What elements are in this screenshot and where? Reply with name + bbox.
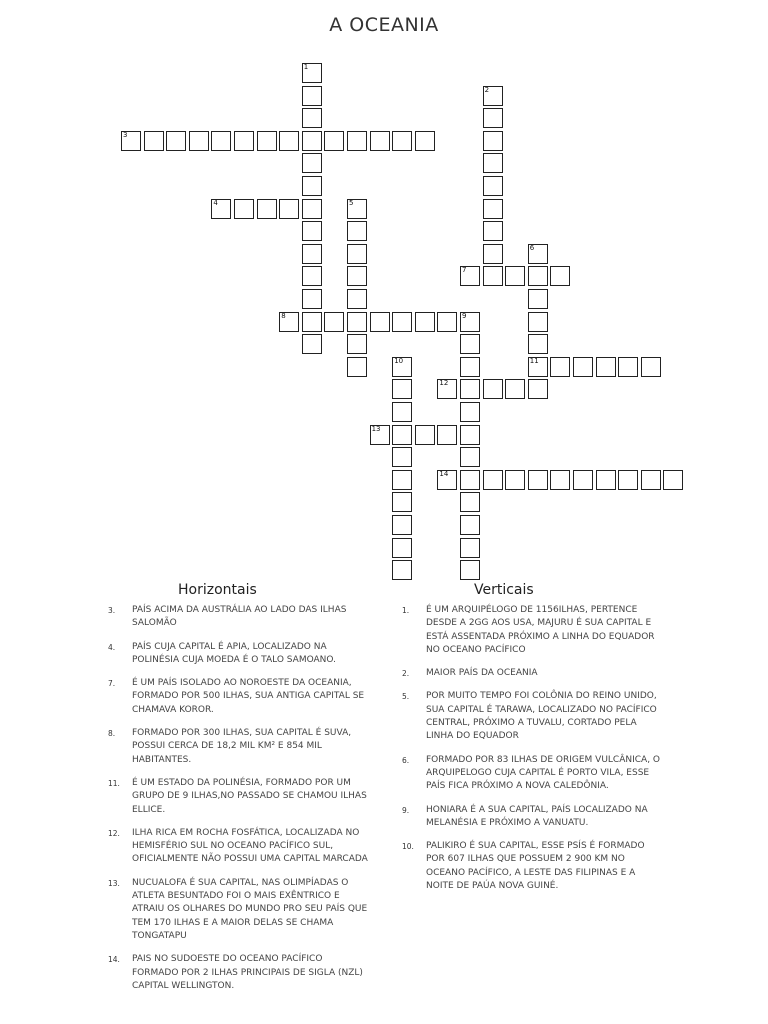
horizontais-heading: Horizontais xyxy=(178,582,257,598)
grid-cell[interactable] xyxy=(528,244,548,264)
grid-cell[interactable] xyxy=(437,425,457,445)
grid-cell[interactable] xyxy=(437,470,457,490)
grid-cell[interactable] xyxy=(437,379,457,399)
grid-cell[interactable] xyxy=(370,425,390,445)
grid-cell[interactable] xyxy=(392,560,412,580)
grid-cell[interactable] xyxy=(392,131,412,151)
grid-cell[interactable] xyxy=(189,131,209,151)
grid-cell[interactable] xyxy=(347,266,367,286)
grid-cell[interactable] xyxy=(460,470,480,490)
grid-cell-number: 14 xyxy=(439,469,449,478)
clue-number: 10. xyxy=(402,842,414,852)
grid-cell[interactable] xyxy=(505,470,525,490)
grid-cell[interactable] xyxy=(234,131,254,151)
horizontais-clue-list xyxy=(108,604,370,1003)
clue-number: 3. xyxy=(108,606,116,615)
clue-text: É UM ARQUIPÉLOGO DE 1156ILHAS, PERTENCE DESDE A 2GG AOS USA, MAJURU É SUA CAPITAL E ESTÁ ASSENTADA PRÓXIMO A LINHA DO EQUADOR NO OCEANO PACÍFICO xyxy=(426,605,655,655)
grid-cell[interactable] xyxy=(618,357,638,377)
clue-text: MAIOR PAÍS DA OCEANIA xyxy=(426,668,538,679)
grid-cell-number: 10 xyxy=(394,356,404,365)
grid-cell[interactable] xyxy=(347,312,367,332)
grid-cell[interactable] xyxy=(483,379,503,399)
grid-cell[interactable] xyxy=(279,131,299,151)
grid-cell[interactable] xyxy=(279,199,299,219)
grid-cell[interactable] xyxy=(324,312,344,332)
grid-cell[interactable] xyxy=(347,244,367,264)
grid-cell-number: 11 xyxy=(529,356,539,365)
grid-cell[interactable] xyxy=(302,221,322,241)
grid-cell[interactable] xyxy=(211,199,231,219)
clue-item xyxy=(108,677,370,717)
clue-text: POR MUITO TEMPO FOI COLÔNIA DO REINO UNIDO, SUA CAPITAL É TARAWA, LOCALIZADO NO PACÍFICO CENTRAL, PRÓXIMO A TUVALU, CORTADO PELA LINHA DO EQUADOR xyxy=(426,691,657,742)
grid-cell[interactable] xyxy=(302,108,322,128)
grid-cell[interactable] xyxy=(347,357,367,377)
grid-cell[interactable] xyxy=(483,86,503,106)
grid-cell[interactable] xyxy=(392,492,412,512)
grid-cell-number: 4 xyxy=(213,198,218,207)
grid-cell[interactable] xyxy=(460,312,480,332)
grid-cell-number: 1 xyxy=(303,63,309,71)
grid-cell[interactable] xyxy=(550,470,570,490)
grid-cell[interactable] xyxy=(483,266,503,286)
grid-cell[interactable] xyxy=(483,470,503,490)
grid-cell[interactable] xyxy=(302,86,322,106)
grid-cell[interactable] xyxy=(663,470,683,490)
grid-cell[interactable] xyxy=(302,176,322,196)
grid-cell[interactable] xyxy=(483,176,503,196)
grid-cell[interactable] xyxy=(483,199,503,219)
clue-item xyxy=(108,827,370,867)
grid-cell-number: 7 xyxy=(462,266,467,275)
grid-cell[interactable] xyxy=(302,199,322,219)
clue-text: NUCUALOFA É SUA CAPITAL, NAS OLIMPÍADAS O ATLETA BESUNTADO FOI O MAIS EXÊNTRICO E ATRAIU OS OLHARES DO MUNDO PRO SEU PAÍS QUE TEM 170 ILHAS E A MAIOR DELAS SE CHAMA TONGATAPU xyxy=(132,877,368,941)
grid-cell[interactable] xyxy=(392,425,412,445)
clue-text: HONIARA É A SUA CAPITAL, PAÍS LOCALIZADO NA MELANÉSIA E PRÓXIMO A VANUATU. xyxy=(426,804,648,828)
grid-cell[interactable] xyxy=(483,221,503,241)
grid-cell[interactable] xyxy=(641,470,661,490)
grid-cell[interactable] xyxy=(460,447,480,467)
clue-item xyxy=(108,727,370,767)
grid-cell[interactable] xyxy=(166,131,186,151)
verticais-heading: Verticais xyxy=(474,582,534,598)
grid-cell[interactable] xyxy=(528,357,548,377)
grid-cell[interactable] xyxy=(257,131,277,151)
grid-cell[interactable] xyxy=(392,470,412,490)
clue-number: 9. xyxy=(402,805,410,815)
clue-text: FORMADO POR 83 ILHAS DE ORIGEM VULCÂNICA, O ARQUIPELOGO CUJA CAPITAL É PORTO VILA, ESSE PAÍS FICA PRÓXIMO A NOVA CALEDÔNIA. xyxy=(426,754,661,792)
clue-item xyxy=(402,840,664,893)
grid-cell[interactable] xyxy=(257,199,277,219)
clue-text: PAÍS CUJA CAPITAL É APIA, LOCALIZADO NA POLINÉSIA CUJA MOEDA É O TALO SAMOANO. xyxy=(132,641,336,665)
grid-cell[interactable] xyxy=(370,131,390,151)
grid-cell[interactable] xyxy=(347,221,367,241)
clue-number: 12. xyxy=(108,828,120,838)
grid-cell[interactable] xyxy=(121,131,141,151)
grid-cell[interactable] xyxy=(144,131,164,151)
grid-cell[interactable] xyxy=(392,357,412,377)
clue-item xyxy=(402,604,664,657)
grid-cell[interactable] xyxy=(302,334,322,354)
grid-cell[interactable] xyxy=(392,538,412,558)
clue-item xyxy=(108,604,370,631)
grid-cell[interactable] xyxy=(211,131,231,151)
grid-cell-number: 5 xyxy=(349,198,354,207)
clue-number: 4. xyxy=(108,642,116,652)
page-title: A OCEANIA xyxy=(329,14,439,36)
clue-text: É UM ESTADO DA POLINÉSIA, FORMADO POR UM GRUPO DE 9 ILHAS,NO PASSADO SE CHAMOU ILHAS ELLICE. xyxy=(132,777,367,815)
grid-cell[interactable] xyxy=(302,131,322,151)
grid-cell[interactable] xyxy=(302,312,322,332)
clue-text: ILHA RICA EM ROCHA FOSFÁTICA, LOCALIZADA NO HEMISFÉRIO SUL NO OCEANO PACÍFICO SUL, OFICIALMENTE NÃO POSSUI UMA CAPITAL MARCADA xyxy=(132,827,368,865)
clue-text: FORMADO POR 300 ILHAS, SUA CAPITAL É SUVA, POSSUI CERCA DE 18,2 MIL KM² E 854 MIL HABITANTES. xyxy=(132,728,352,765)
grid-cell[interactable] xyxy=(550,266,570,286)
clue-item xyxy=(402,804,664,831)
grid-cell[interactable] xyxy=(437,312,457,332)
clue-number: 1. xyxy=(402,606,410,615)
grid-cell-number: 3 xyxy=(123,130,128,139)
grid-cell[interactable] xyxy=(528,289,548,309)
grid-cell-number: 8 xyxy=(281,311,286,320)
grid-cell-number: 12 xyxy=(439,379,449,388)
clue-number: 11. xyxy=(108,778,120,788)
grid-cell[interactable] xyxy=(460,538,480,558)
grid-cell[interactable] xyxy=(392,447,412,467)
grid-cell[interactable] xyxy=(483,131,503,151)
grid-cell[interactable] xyxy=(347,131,367,151)
grid-cell[interactable] xyxy=(483,153,503,173)
clue-item xyxy=(402,690,664,743)
clue-item xyxy=(108,777,370,817)
grid-cell[interactable] xyxy=(460,515,480,535)
grid-cell[interactable] xyxy=(528,379,548,399)
clue-text: PAÍS ACIMA DA AUSTRÁLIA AO LADO DAS ILHAS SALOMÃO xyxy=(132,605,347,629)
grid-cell[interactable] xyxy=(550,357,570,377)
grid-cell[interactable] xyxy=(460,425,480,445)
grid-cell[interactable] xyxy=(596,470,616,490)
verticais-clue-list xyxy=(402,604,664,903)
clue-text: É UM PAÍS ISOLADO AO NOROESTE DA OCEANIA, FORMADO POR 500 ILHAS, SUA ANTIGA CAPITAL SE CHAMAVA KOROR. xyxy=(132,678,365,715)
grid-cell[interactable] xyxy=(641,357,661,377)
grid-cell[interactable] xyxy=(460,560,480,580)
grid-cell[interactable] xyxy=(392,402,412,422)
grid-cell[interactable] xyxy=(392,312,412,332)
clue-item xyxy=(108,641,370,668)
grid-cell[interactable] xyxy=(415,312,435,332)
grid-cell[interactable] xyxy=(392,379,412,399)
grid-cell-number: 2 xyxy=(484,85,490,94)
clue-number: 2. xyxy=(402,669,410,679)
clue-item xyxy=(402,667,664,680)
grid-cell[interactable] xyxy=(483,108,503,128)
clue-item xyxy=(402,754,664,794)
grid-cell[interactable] xyxy=(596,357,616,377)
grid-cell[interactable] xyxy=(573,357,593,377)
grid-cell[interactable] xyxy=(392,515,412,535)
grid-cell[interactable] xyxy=(460,357,480,377)
grid-cell[interactable] xyxy=(302,153,322,173)
clue-item xyxy=(108,953,370,993)
clue-text: PALIKIRO É SUA CAPITAL, ESSE PSÍS É FORMADO POR 607 ILHAS QUE POSSUEM 2 900 KM NO OCEANO PACÍFICO, A LESTE DAS FILIPINAS E A NOITE DE PAÚA NOVA GUINÉ. xyxy=(426,841,645,892)
grid-cell[interactable] xyxy=(505,379,525,399)
grid-cell[interactable] xyxy=(234,199,254,219)
clue-number: 7. xyxy=(108,679,116,689)
grid-cell[interactable] xyxy=(415,131,435,151)
clue-item xyxy=(108,877,370,943)
grid-cell[interactable] xyxy=(324,131,344,151)
clue-text: PAIS NO SUDOESTE DO OCEANO PACÍFICO FORMADO POR 2 ILHAS PRINCIPAIS DE SIGLA (NZL) CAPITAL WELLINGTON. xyxy=(132,954,363,991)
clue-number: 6. xyxy=(402,755,410,765)
grid-cell[interactable] xyxy=(460,402,480,422)
clue-number: 5. xyxy=(402,692,410,702)
grid-cell[interactable] xyxy=(528,312,548,332)
grid-cell-number: 6 xyxy=(529,243,535,252)
grid-cell[interactable] xyxy=(460,266,480,286)
grid-cell[interactable] xyxy=(528,470,548,490)
grid-cell[interactable] xyxy=(279,312,299,332)
grid-cell[interactable] xyxy=(302,244,322,264)
grid-cell[interactable] xyxy=(573,470,593,490)
grid-cell[interactable] xyxy=(347,199,367,219)
clue-number: 14. xyxy=(108,955,120,965)
grid-cell[interactable] xyxy=(302,63,322,83)
grid-cell[interactable] xyxy=(370,312,390,332)
clue-number: 8. xyxy=(108,729,116,739)
clue-number: 13. xyxy=(108,878,120,888)
grid-cell[interactable] xyxy=(528,334,548,354)
grid-cell[interactable] xyxy=(460,379,480,399)
grid-cell[interactable] xyxy=(505,266,525,286)
grid-cell[interactable] xyxy=(347,289,367,309)
grid-cell-number: 13 xyxy=(371,424,381,433)
grid-cell[interactable] xyxy=(302,266,322,286)
grid-cell-number: 9 xyxy=(462,311,467,320)
grid-cell[interactable] xyxy=(460,492,480,512)
grid-cell[interactable] xyxy=(483,244,503,264)
grid-cell[interactable] xyxy=(347,334,367,354)
grid-cell[interactable] xyxy=(302,289,322,309)
grid-cell[interactable] xyxy=(528,266,548,286)
grid-cell[interactable] xyxy=(618,470,638,490)
grid-cell[interactable] xyxy=(415,425,435,445)
grid-cell[interactable] xyxy=(460,334,480,354)
